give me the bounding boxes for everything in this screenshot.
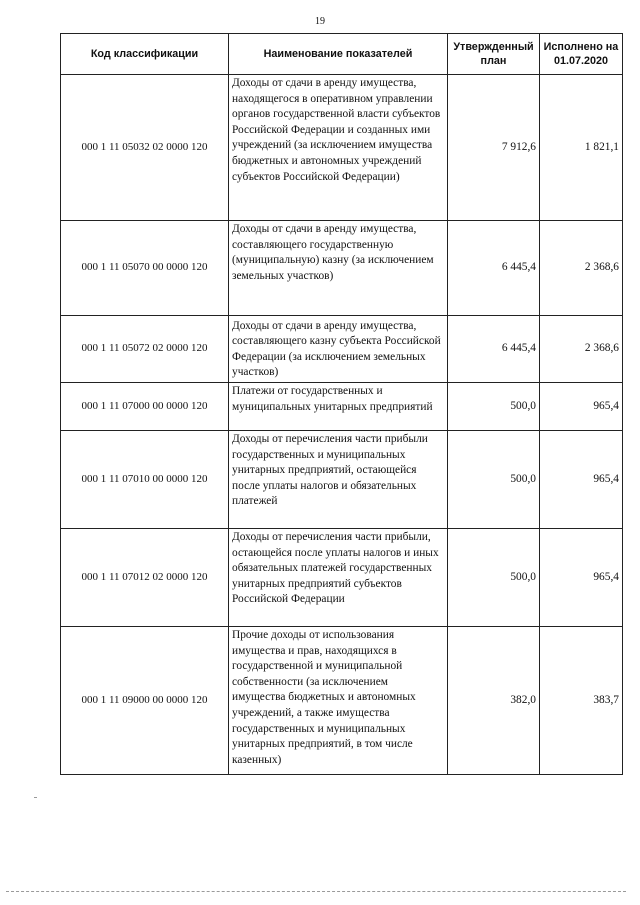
header-code: Код классификации (61, 34, 229, 75)
table-row (61, 627, 623, 775)
table-header-row (61, 34, 623, 75)
header-executed: Исполнено на 01.07.2020 (540, 34, 623, 75)
header-name: Наименование показателей (229, 34, 448, 75)
row-plan: 500,0 (448, 383, 540, 431)
table-row (61, 75, 623, 221)
row-plan: 7 912,6 (448, 75, 540, 221)
row-code: 000 1 11 09000 00 0000 120 (61, 627, 229, 775)
row-executed: 383,7 (540, 627, 623, 775)
row-name: Доходы от перечисления части прибыли государственных и муниципальных унитарных предприятий, остающейся после уплаты налогов и обязательных платежей (229, 431, 448, 529)
header-plan: Утвержденный план (448, 34, 540, 75)
table-row (61, 431, 623, 529)
row-executed: 2 368,6 (540, 221, 623, 316)
table-row (61, 221, 623, 316)
table-row (61, 383, 623, 431)
scan-mark (34, 797, 37, 798)
row-plan: 6 445,4 (448, 316, 540, 383)
row-name: Доходы от сдачи в аренду имущества, находящегося в оперативном управлении органов государственной власти субъектов Российской Федерации и созданных ими учреждений (за исключением имущества бюджетных и автономных учреждений субъектов Российской Федерации) (229, 75, 448, 221)
row-name: Доходы от перечисления части прибыли, остающейся после уплаты налогов и иных обязательных платежей государственных унитарных предприятий субъектов Российской Федерации (229, 529, 448, 627)
row-code: 000 1 11 05032 02 0000 120 (61, 75, 229, 221)
row-executed: 2 368,6 (540, 316, 623, 383)
row-plan: 500,0 (448, 431, 540, 529)
row-code: 000 1 11 05070 00 0000 120 (61, 221, 229, 316)
table-row (61, 316, 623, 383)
table-row (61, 529, 623, 627)
row-code: 000 1 11 07012 02 0000 120 (61, 529, 229, 627)
row-executed: 965,4 (540, 383, 623, 431)
row-executed: 965,4 (540, 431, 623, 529)
row-name: Доходы от сдачи в аренду имущества, составляющего казну субъекта Российской Федерации (за исключением земельных участков) (229, 316, 448, 383)
row-name: Доходы от сдачи в аренду имущества, составляющего государственную (муниципальную) казну (за исключением земельных участков) (229, 221, 448, 316)
row-code: 000 1 11 07010 00 0000 120 (61, 431, 229, 529)
page-number: 19 (315, 16, 325, 27)
row-plan: 6 445,4 (448, 221, 540, 316)
row-executed: 1 821,1 (540, 75, 623, 221)
row-executed: 965,4 (540, 529, 623, 627)
bottom-scan-line (6, 891, 626, 892)
row-name: Прочие доходы от использования имущества и прав, находящихся в государственной и муниципальной собственности (за исключением имущества бюджетных и автономных учреждений, а также имущества государственных и муниципальных унитарных предприятий, в том числе казенных) (229, 627, 448, 775)
row-plan: 382,0 (448, 627, 540, 775)
revenue-table (60, 33, 623, 775)
row-code: 000 1 11 07000 00 0000 120 (61, 383, 229, 431)
row-code: 000 1 11 05072 02 0000 120 (61, 316, 229, 383)
row-name: Платежи от государственных и муниципальных унитарных предприятий (229, 383, 448, 431)
row-plan: 500,0 (448, 529, 540, 627)
